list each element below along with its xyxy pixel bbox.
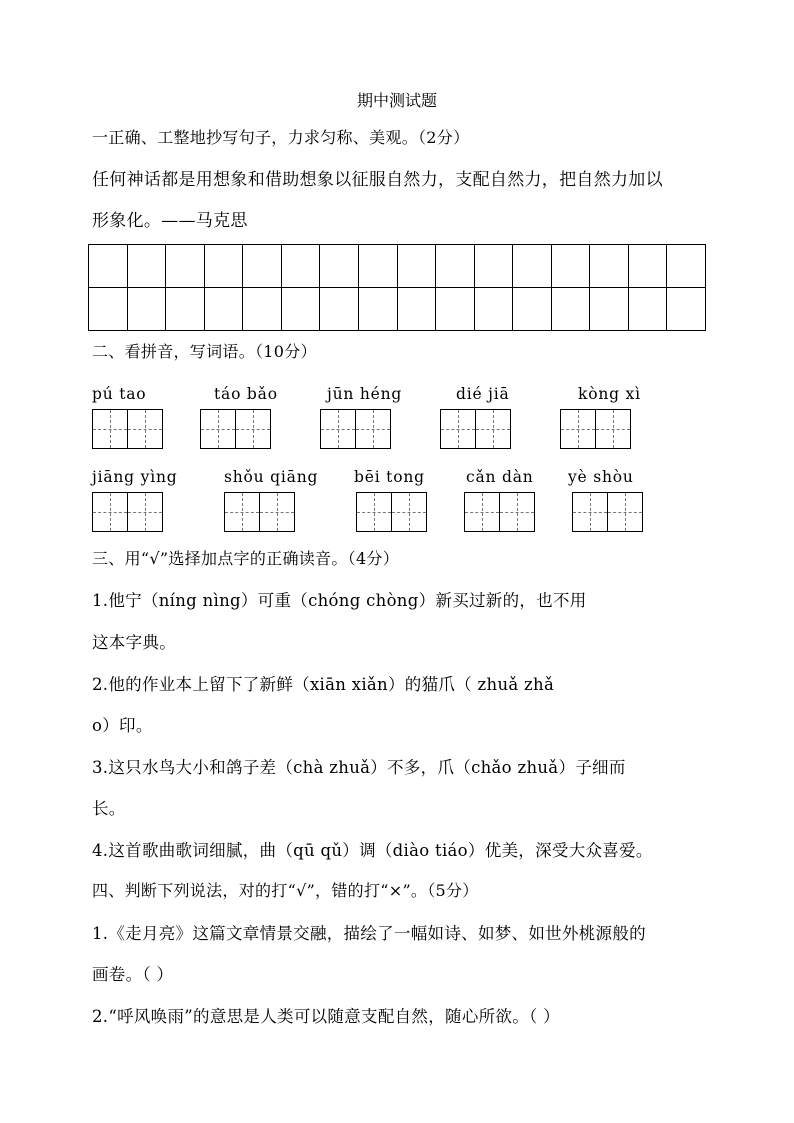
grid-cell[interactable] (474, 245, 513, 288)
question-line: 1.《走月亮》这篇文章情景交融，描绘了一幅如诗、如梦、如世外桃源般的 (92, 924, 646, 943)
pinyin-label: jiāng yìng (92, 468, 178, 486)
question-line: 2.“呼风唤雨”的意思是人类可以随意支配自然，随心所欲。（ ） (92, 1007, 560, 1026)
grid-cell[interactable] (590, 288, 629, 331)
tianzige-box[interactable] (572, 492, 608, 532)
tianzige-box[interactable] (595, 409, 631, 449)
pinyin-label: yè shòu (568, 468, 634, 486)
tianzige-box[interactable] (391, 492, 427, 532)
tianzige-pair[interactable] (560, 409, 631, 449)
tianzige-box[interactable] (92, 409, 128, 449)
grid-cell[interactable] (628, 245, 667, 288)
question-line: 画卷。（ ） (92, 965, 174, 984)
section4-heading: 四、判断下列说法，对的打“√”，错的打“×”。（5分） (92, 881, 479, 900)
grid-cell[interactable] (243, 245, 282, 288)
copy-sentence-line2: 形象化。——马克思 (92, 211, 248, 231)
grid-cell[interactable] (127, 245, 166, 288)
grid-row (89, 245, 706, 288)
copy-writing-grid[interactable] (88, 244, 706, 331)
grid-cell[interactable] (628, 288, 667, 331)
grid-cell[interactable] (243, 288, 282, 331)
tianzige-box[interactable] (92, 492, 128, 532)
tianzige-box[interactable] (356, 492, 392, 532)
grid-cell[interactable] (667, 245, 706, 288)
pinyin-label: dié jiā (456, 385, 510, 403)
tianzige-pair[interactable] (572, 492, 643, 532)
grid-cell[interactable] (166, 288, 205, 331)
tianzige-box[interactable] (464, 492, 500, 532)
question-line: 1.他宁（níng nìng）可重（chóng chòng）新买过新的，也不用 (92, 591, 587, 610)
section1-heading: 一正确、工整地抄写句子，力求匀称、美观。（2分） (92, 128, 470, 147)
grid-cell[interactable] (127, 288, 166, 331)
grid-cell[interactable] (281, 245, 320, 288)
tianzige-pair[interactable] (464, 492, 535, 532)
tianzige-pair[interactable] (320, 409, 391, 449)
question-line: 长。 (92, 799, 126, 818)
question-line: 2.他的作业本上留下了新鲜（xiān xiǎn）的猫爪（ zhuǎ zhǎ (92, 675, 555, 694)
grid-cell[interactable] (590, 245, 629, 288)
tianzige-box[interactable] (320, 409, 356, 449)
tianzige-box[interactable] (475, 409, 511, 449)
tianzige-box[interactable] (440, 409, 476, 449)
grid-cell[interactable] (667, 288, 706, 331)
tianzige-box[interactable] (259, 492, 295, 532)
pinyin-label: kòng xì (578, 385, 641, 403)
tianzige-box[interactable] (607, 492, 643, 532)
grid-cell[interactable] (320, 288, 359, 331)
tianzige-box[interactable] (560, 409, 596, 449)
grid-cell[interactable] (436, 288, 475, 331)
grid-cell[interactable] (397, 288, 436, 331)
grid-cell[interactable] (436, 245, 475, 288)
tianzige-box[interactable] (127, 409, 163, 449)
pinyin-label: shǒu qiāng (224, 468, 319, 486)
grid-cell[interactable] (358, 288, 397, 331)
question-line: 3.这只水鸟大小和鸽子差（chà zhuǎ）不多，爪（chǎo zhuǎ）子细而 (92, 758, 626, 777)
grid-cell[interactable] (551, 245, 590, 288)
tianzige-box[interactable] (355, 409, 391, 449)
grid-cell[interactable] (89, 288, 128, 331)
copy-sentence-line1: 任何神话都是用想象和借助想象以征服自然力，支配自然力，把自然力加以 (92, 170, 663, 190)
grid-cell[interactable] (204, 288, 243, 331)
question-line: 这本字典。 (92, 633, 176, 652)
pinyin-label: bēi tong (354, 468, 425, 486)
tianzige-pair[interactable] (92, 409, 163, 449)
grid-cell[interactable] (513, 288, 552, 331)
grid-cell[interactable] (204, 245, 243, 288)
grid-cell[interactable] (397, 245, 436, 288)
grid-cell[interactable] (320, 245, 359, 288)
grid-cell[interactable] (281, 288, 320, 331)
grid-cell[interactable] (551, 288, 590, 331)
page-title: 期中测试题 (356, 91, 437, 110)
tianzige-pair[interactable] (92, 492, 163, 532)
question-line: o）印。 (92, 716, 153, 735)
pinyin-label: jūn héng (327, 385, 403, 403)
tianzige-pair[interactable] (224, 492, 295, 532)
section2-heading: 二、看拼音，写词语。（10分） (92, 342, 317, 361)
grid-cell[interactable] (513, 245, 552, 288)
tianzige-box[interactable] (499, 492, 535, 532)
pinyin-label: táo bǎo (214, 385, 278, 403)
tianzige-box[interactable] (127, 492, 163, 532)
grid-cell[interactable] (89, 245, 128, 288)
tianzige-box[interactable] (200, 409, 236, 449)
tianzige-box[interactable] (235, 409, 271, 449)
tianzige-pair[interactable] (200, 409, 271, 449)
grid-cell[interactable] (358, 245, 397, 288)
grid-cell[interactable] (474, 288, 513, 331)
tianzige-pair[interactable] (440, 409, 511, 449)
tianzige-box[interactable] (224, 492, 260, 532)
pinyin-label: cǎn dàn (466, 468, 534, 486)
grid-cell[interactable] (166, 245, 205, 288)
question-line: 4.这首歌曲歌词细腻，曲（qū qǔ）调（diào tiáo）优美，深受大众喜爱。 (92, 841, 653, 860)
pinyin-label: pú tao (92, 385, 147, 403)
section3-heading: 三、用“√”选择加点字的正确读音。（4分） (92, 549, 400, 568)
tianzige-pair[interactable] (356, 492, 427, 532)
grid-row (89, 288, 706, 331)
